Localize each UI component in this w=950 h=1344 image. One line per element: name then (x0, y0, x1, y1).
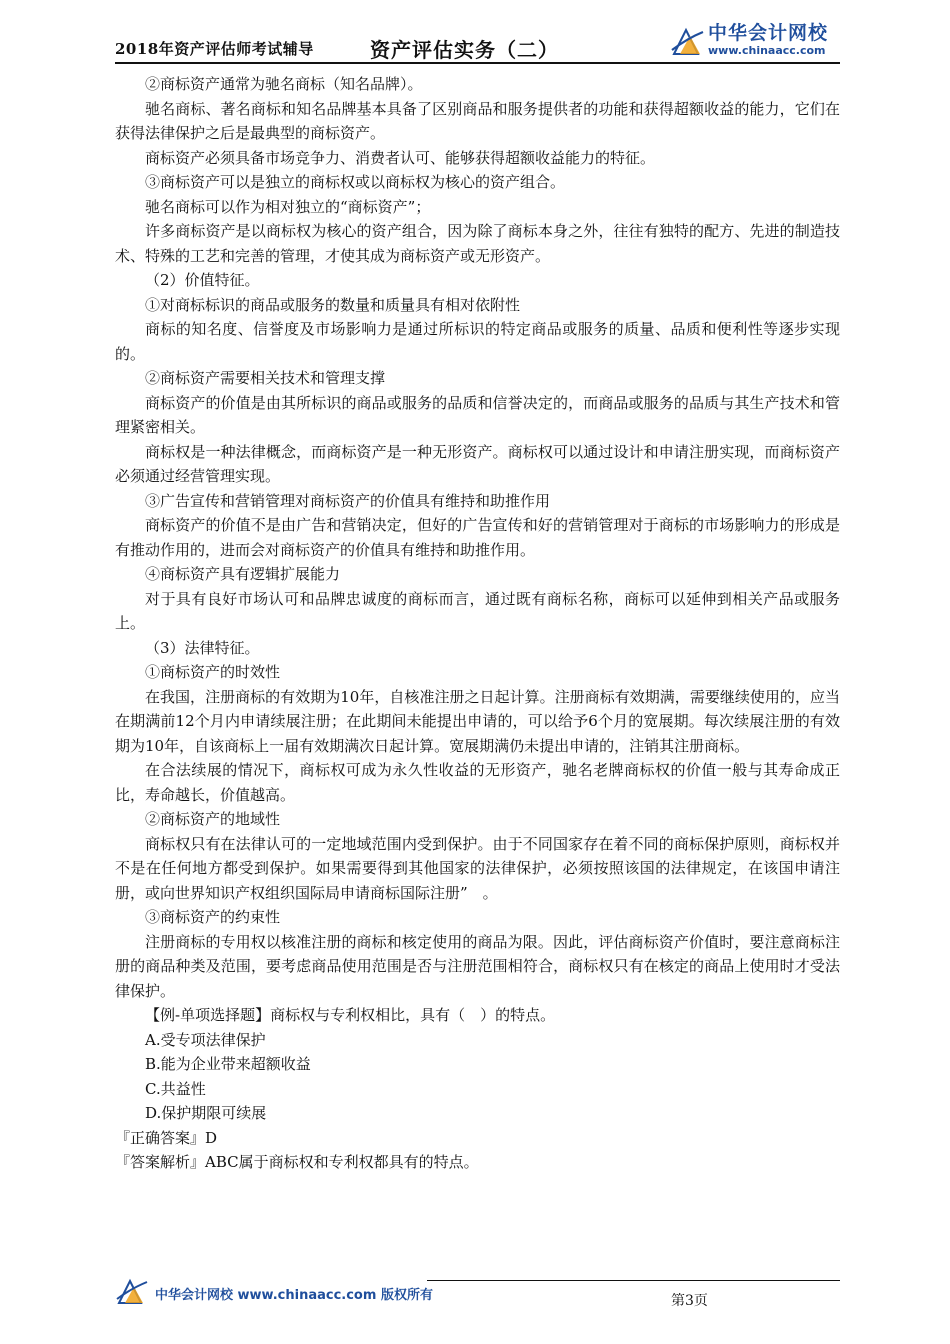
paragraph: ③商标资产的约束性 (145, 908, 281, 926)
paragraph: （2）价值特征。 (145, 271, 260, 289)
header-course-title: 2018年资产评估师考试辅导 (115, 40, 314, 58)
footer-copyright: 中华会计网校 www.chinaacc.com 版权所有 (155, 1288, 433, 1303)
paragraph: 注册商标的专用权以核准注册的商标和核定使用的商品为限。因此，评估商标资产价值时，要注意商标注册的商品种类及范围，要考虑商品使用范围是否与注册范围相符合，商标权只有在核定的商品上使用时才受法律保护。 (115, 932, 840, 1000)
paragraph: 商标资产的价值不是由广告和营销决定，但好的广告宣传和好的营销管理对于商标的市场影响力的形成是有推动作用的，进而会对商标资产的价值具有维持和助推作用。 (115, 516, 840, 559)
paragraph: 『答案解析』ABC属于商标权和专利权都具有的特点。 (115, 1153, 479, 1171)
paragraph: 商标权只有在法律认可的一定地域范围内受到保护。由于不同国家存在着不同的商标保护原则，商标权并不是在任何地方都受到保护。如果需要得到其他国家的法律保护，必须按照该国的法律规定，在该国申请注册，或向世界知识产权组织国际局申请商标国际注册” 。 (115, 834, 840, 902)
paragraph: 商标权是一种法律概念，而商标资产是一种无形资产。商标权可以通过设计和申请注册实现，而商标资产必须通过经营管理实现。 (115, 442, 840, 485)
paragraph: ①商标资产的时效性 (145, 663, 281, 681)
page-number: 第3页 (671, 1293, 708, 1309)
paragraph: ①对商标标识的商品或服务的数量和质量具有相对依附性 (145, 295, 521, 314)
paragraph: （3）法律特征。 (145, 638, 260, 657)
paragraph: ④商标资产具有逻辑扩展能力 (145, 565, 341, 583)
paragraph: ③广告宣传和营销管理对商标资产的价值具有维持和助推作用 (145, 491, 551, 510)
paragraph: ③商标资产可以是独立的商标权或以商标权为核心的资产组合。 (145, 173, 566, 191)
paragraph: 商标资产必须具备市场竞争力、消费者认可、能够获得超额收益能力的特征。 (145, 148, 656, 167)
paragraph: 驰名商标、著名商标和知名品牌基本具备了区别商品和服务提供者的功能和获得超额收益的能力，它们在获得法律保护之后是最典型的商标资产。 (115, 99, 840, 142)
document-body (115, 72, 840, 1175)
paragraph: ②商标资产通常为驰名商标（知名品牌）。 (145, 75, 423, 93)
paragraph: 『正确答案』D (115, 1128, 218, 1147)
header-subject-title: 资产评估实务（二） (370, 38, 559, 62)
footer-divider (427, 1280, 840, 1281)
paragraph: A.受专项法律保护 (145, 1030, 266, 1049)
paragraph: ②商标资产的地域性 (145, 810, 281, 828)
logo-mark-icon (670, 24, 704, 58)
logo-name: 中华会计网校 (708, 22, 829, 44)
paragraph: ②商标资产需要相关技术和管理支撑 (145, 369, 386, 387)
page-footer (115, 1272, 840, 1312)
logo-url: www.chinaacc.com (708, 44, 826, 57)
paragraph: 驰名商标可以作为相对独立的“商标资产”； (145, 197, 431, 216)
paragraph: B.能为企业带来超额收益 (145, 1055, 311, 1073)
paragraph: 在合法续展的情况下，商标权可成为永久性收益的无形资产，驰名老牌商标权的价值一般与其寿命成正比，寿命越长，价值越高。 (115, 761, 840, 804)
footer-logo-icon (115, 1276, 149, 1306)
paragraph: 【例-单项选择题】商标权与专利权相比，具有（ ）的特点。 (145, 1006, 556, 1024)
paragraph: 对于具有良好市场认可和品牌忠诚度的商标而言，通过既有商标名称，商标可以延伸到相关产品或服务上。 (115, 589, 840, 632)
paragraph: 商标的知名度、信誉度及市场影响力是通过所标识的特定商品或服务的质量、品质和便利性等逐步实现的。 (115, 320, 840, 363)
paragraph: 许多商标资产是以商标权为核心的资产组合，因为除了商标本身之外，往往有独特的配方、先进的制造技术、特殊的工艺和完善的管理，才使其成为商标资产或无形资产。 (115, 222, 840, 265)
brand-logo (670, 18, 845, 62)
header-divider (115, 62, 840, 64)
paragraph: C.共益性 (145, 1079, 206, 1098)
paragraph: D.保护期限可续展 (145, 1104, 267, 1122)
paragraph: 商标资产的价值是由其所标识的商品或服务的品质和信誉决定的，而商品或服务的品质与其生产技术和管理紧密相关。 (115, 393, 840, 436)
paragraph: 在我国，注册商标的有效期为10年，自核准注册之日起计算。注册商标有效期满，需要继续使用的，应当在期满前12个月内申请续展注册；在此期间未能提出申请的，可以给予6个月的宽展期。每次续展注册的有效期为10年，自该商标上一届有效期满次日起计算。宽展期满仍未提出申请的，注销其注册商标。 (115, 687, 840, 755)
